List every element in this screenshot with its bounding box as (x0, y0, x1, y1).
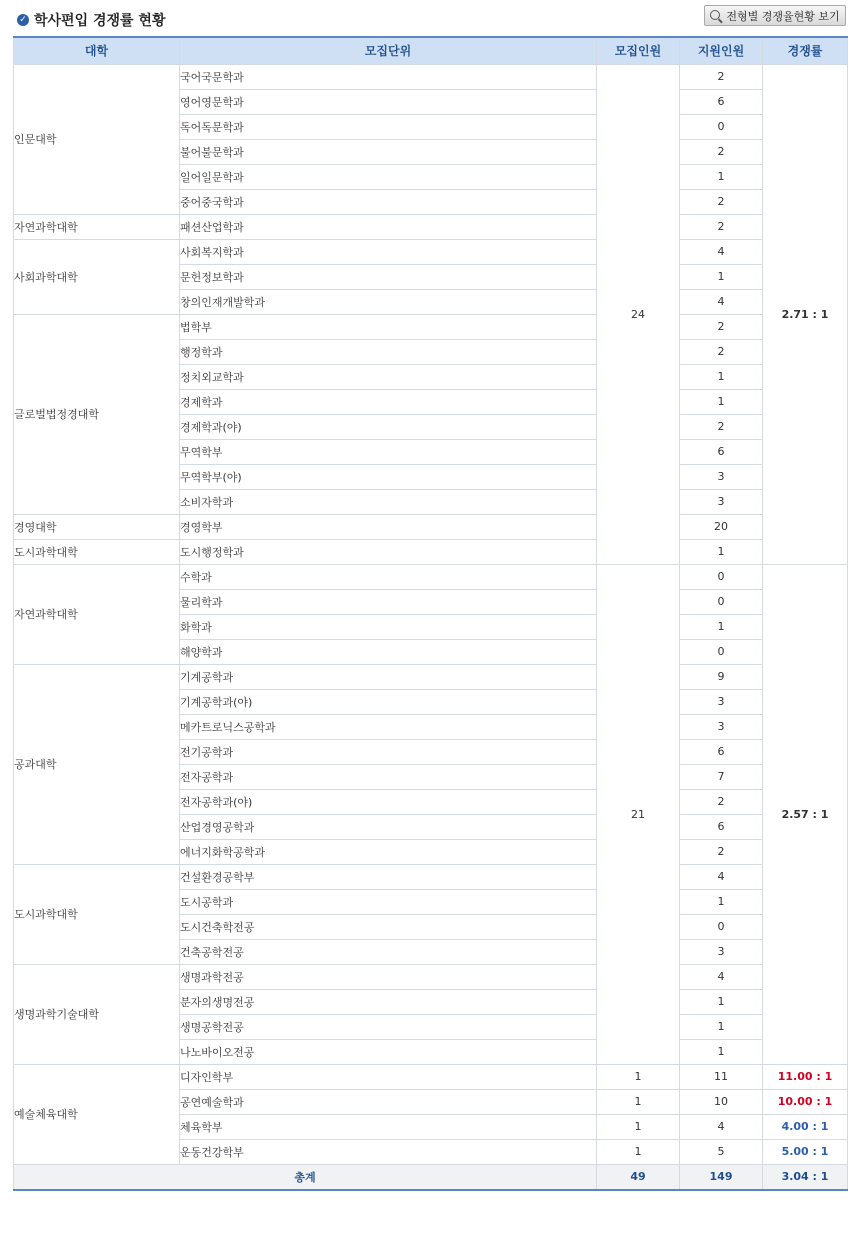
applicants-cell: 0 (680, 564, 763, 589)
department-cell: 전자공학과 (180, 764, 597, 789)
college-cell: 예술체육대학 (14, 1064, 180, 1164)
total-quota: 49 (597, 1164, 680, 1190)
applicants-cell: 1 (680, 1039, 763, 1064)
applicants-cell: 1 (680, 1014, 763, 1039)
applicants-cell: 3 (680, 464, 763, 489)
applicants-cell: 1 (680, 264, 763, 289)
applicants-cell: 10 (680, 1089, 763, 1114)
applicants-cell: 4 (680, 289, 763, 314)
quota-cell: 1 (597, 1139, 680, 1164)
applicants-cell: 4 (680, 239, 763, 264)
check-circle-icon: ✓ (17, 14, 29, 26)
rate-cell: 10.00 : 1 (763, 1089, 848, 1114)
department-cell: 나노바이오전공 (180, 1039, 597, 1064)
department-cell: 수학과 (180, 564, 597, 589)
applicants-cell: 2 (680, 789, 763, 814)
department-cell: 산업경영공학과 (180, 814, 597, 839)
total-rate: 3.04 : 1 (763, 1164, 848, 1190)
applicants-cell: 1 (680, 164, 763, 189)
department-cell: 경제학과(야) (180, 414, 597, 439)
department-cell: 무역학부 (180, 439, 597, 464)
applicants-cell: 2 (680, 214, 763, 239)
department-cell: 패션산업학과 (180, 214, 597, 239)
department-cell: 해양학과 (180, 639, 597, 664)
table-row (14, 664, 848, 689)
table-row (14, 239, 848, 264)
college-cell: 경영대학 (14, 514, 180, 539)
applicants-cell: 0 (680, 914, 763, 939)
department-cell: 메카트로닉스공학과 (180, 714, 597, 739)
table-body (14, 64, 848, 1190)
applicants-cell: 1 (680, 989, 763, 1014)
applicants-cell: 11 (680, 1064, 763, 1089)
college-cell: 자연과학대학 (14, 564, 180, 664)
college-cell: 글로벌법정경대학 (14, 314, 180, 514)
department-cell: 화학과 (180, 614, 597, 639)
table-row (14, 1064, 848, 1089)
table-row (14, 864, 848, 889)
applicants-cell: 4 (680, 964, 763, 989)
rate-cell: 2.71 : 1 (763, 64, 848, 564)
table-row (14, 314, 848, 339)
department-cell: 사회복지학과 (180, 239, 597, 264)
college-cell: 도시과학대학 (14, 864, 180, 964)
table-row (14, 514, 848, 539)
view-by-type-button[interactable] (704, 5, 846, 26)
page-header (0, 0, 855, 36)
department-cell: 물리학과 (180, 589, 597, 614)
department-cell: 전자공학과(야) (180, 789, 597, 814)
department-cell: 법학부 (180, 314, 597, 339)
rate-cell: 4.00 : 1 (763, 1114, 848, 1139)
department-cell: 생명공학전공 (180, 1014, 597, 1039)
quota-cell: 1 (597, 1114, 680, 1139)
table-row (14, 214, 848, 239)
department-cell: 건설환경공학부 (180, 864, 597, 889)
quota-cell: 24 (597, 64, 680, 564)
department-cell: 경제학과 (180, 389, 597, 414)
applicants-cell: 7 (680, 764, 763, 789)
applicants-cell: 3 (680, 689, 763, 714)
college-cell: 사회과학대학 (14, 239, 180, 314)
department-cell: 중어중국학과 (180, 189, 597, 214)
department-cell: 독어독문학과 (180, 114, 597, 139)
view-by-type-button-label: 전형별 경쟁율현황 보기 (726, 9, 840, 23)
department-cell: 기계공학과 (180, 664, 597, 689)
department-cell: 일어일문학과 (180, 164, 597, 189)
department-cell: 도시공학과 (180, 889, 597, 914)
department-cell: 도시행정학과 (180, 539, 597, 564)
department-cell: 창의인재개발학과 (180, 289, 597, 314)
department-cell: 도시건축학전공 (180, 914, 597, 939)
applicants-cell: 3 (680, 489, 763, 514)
column-header-department: 모집단위 (180, 37, 597, 64)
applicants-cell: 2 (680, 189, 763, 214)
applicants-cell: 9 (680, 664, 763, 689)
department-cell: 체육학부 (180, 1114, 597, 1139)
competition-rate-table (13, 36, 848, 1191)
applicants-cell: 1 (680, 889, 763, 914)
department-cell: 정치외교학과 (180, 364, 597, 389)
applicants-cell: 2 (680, 839, 763, 864)
page-title: 학사편입 경쟁률 현황 (34, 13, 166, 29)
applicants-cell: 20 (680, 514, 763, 539)
college-cell: 자연과학대학 (14, 214, 180, 239)
applicants-cell: 2 (680, 314, 763, 339)
column-header-college: 대학 (14, 37, 180, 64)
search-icon (710, 10, 720, 20)
department-cell: 운동건강학부 (180, 1139, 597, 1164)
applicants-cell: 6 (680, 814, 763, 839)
applicants-cell: 0 (680, 114, 763, 139)
department-cell: 생명과학전공 (180, 964, 597, 989)
department-cell: 국어국문학과 (180, 64, 597, 89)
department-cell: 영어영문학과 (180, 89, 597, 114)
college-cell: 공과대학 (14, 664, 180, 864)
applicants-cell: 3 (680, 714, 763, 739)
department-cell: 에너지화학공학과 (180, 839, 597, 864)
department-cell: 건축공학전공 (180, 939, 597, 964)
department-cell: 전기공학과 (180, 739, 597, 764)
rate-cell: 5.00 : 1 (763, 1139, 848, 1164)
department-cell: 분자의생명전공 (180, 989, 597, 1014)
table-row (14, 539, 848, 564)
department-cell: 행정학과 (180, 339, 597, 364)
column-header-rate: 경쟁률 (763, 37, 848, 64)
department-cell: 디자인학부 (180, 1064, 597, 1089)
department-cell: 공연예술학과 (180, 1089, 597, 1114)
applicants-cell: 2 (680, 339, 763, 364)
applicants-cell: 4 (680, 1114, 763, 1139)
table-row (14, 64, 848, 89)
table-header-row (14, 37, 848, 64)
applicants-cell: 6 (680, 439, 763, 464)
department-cell: 소비자학과 (180, 489, 597, 514)
page-title-wrap (17, 10, 165, 30)
rate-cell: 11.00 : 1 (763, 1064, 848, 1089)
college-cell: 인문대학 (14, 64, 180, 214)
total-row (14, 1164, 848, 1190)
applicants-cell: 2 (680, 64, 763, 89)
applicants-cell: 6 (680, 739, 763, 764)
rate-cell: 2.57 : 1 (763, 564, 848, 1064)
applicants-cell: 1 (680, 389, 763, 414)
applicants-cell: 5 (680, 1139, 763, 1164)
department-cell: 문헌정보학과 (180, 264, 597, 289)
quota-cell: 21 (597, 564, 680, 1064)
department-cell: 경영학부 (180, 514, 597, 539)
column-header-applicants: 지원인원 (680, 37, 763, 64)
applicants-cell: 0 (680, 589, 763, 614)
applicants-cell: 1 (680, 539, 763, 564)
applicants-cell: 1 (680, 364, 763, 389)
applicants-cell: 4 (680, 864, 763, 889)
applicants-cell: 0 (680, 639, 763, 664)
quota-cell: 1 (597, 1089, 680, 1114)
total-label: 총계 (14, 1164, 597, 1190)
applicants-cell: 2 (680, 139, 763, 164)
department-cell: 기계공학과(야) (180, 689, 597, 714)
applicants-cell: 1 (680, 614, 763, 639)
table-row (14, 964, 848, 989)
column-header-quota: 모집인원 (597, 37, 680, 64)
total-applicants: 149 (680, 1164, 763, 1190)
table-row (14, 564, 848, 589)
applicants-cell: 2 (680, 414, 763, 439)
applicants-cell: 3 (680, 939, 763, 964)
college-cell: 생명과학기술대학 (14, 964, 180, 1064)
college-cell: 도시과학대학 (14, 539, 180, 564)
quota-cell: 1 (597, 1064, 680, 1089)
department-cell: 무역학부(야) (180, 464, 597, 489)
department-cell: 불어불문학과 (180, 139, 597, 164)
applicants-cell: 6 (680, 89, 763, 114)
